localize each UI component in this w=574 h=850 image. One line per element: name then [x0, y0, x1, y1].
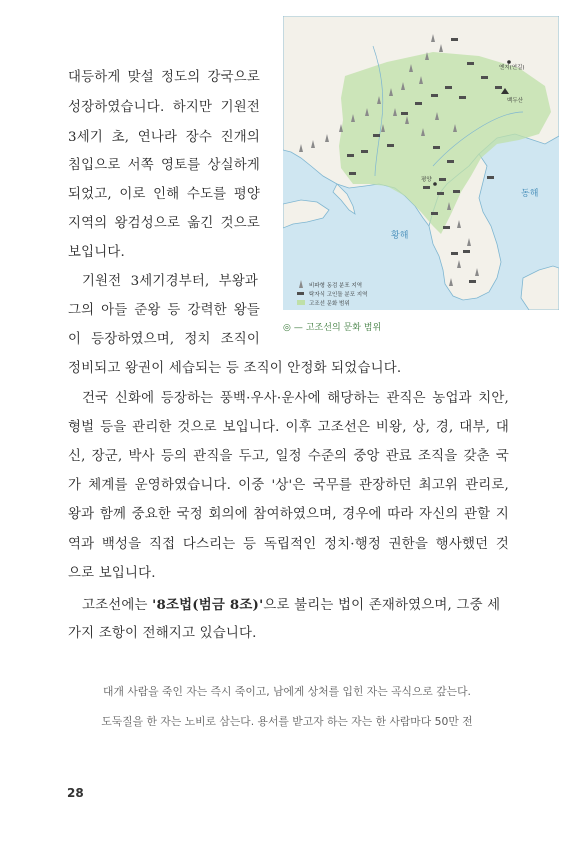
- text-segment: 으로 불리는 법이 존재하였으며, 그중 세: [263, 598, 501, 613]
- legend-zone-label: 고조선 문화 범위: [309, 301, 350, 307]
- dolmen-marker: [459, 96, 466, 99]
- dolmen-marker: [445, 86, 452, 89]
- legend-dolmen-label: 탁자식 고인돌 분포 지역: [309, 292, 368, 298]
- text-line: 기원전 3세기경부터, 부왕과: [82, 274, 258, 289]
- dolmen-marker: [437, 192, 444, 195]
- gojoseon-culture-map: [283, 16, 559, 310]
- dolmen-marker: [467, 62, 474, 65]
- dolmen-marker: [423, 186, 430, 189]
- dolmen-marker: [495, 86, 502, 89]
- text-line: 신, 장군, 박사 등의 관직을 두고, 일정 수준의 중앙 관료 조직을 갖춘 국: [68, 449, 509, 464]
- label-baekdu: 백두산: [507, 98, 523, 104]
- dolmen-marker: [373, 134, 380, 137]
- text-line: 성장하였습니다. 하지만 기원전: [68, 100, 260, 115]
- text-line: 3세기 초, 연나라 장수 진개의: [68, 130, 260, 145]
- dolmen-marker: [349, 172, 356, 175]
- label-yellow-sea: 황해: [391, 231, 409, 241]
- text-line: [82, 595, 500, 616]
- dolmen-marker: [347, 154, 354, 157]
- law-clause: 도둑질을 한 자는 노비로 삼는다. 용서를 받고자 하는 자는 한 사람마다 50만 전: [101, 715, 473, 728]
- text-line: 지역의 왕검성으로 옮긴 것으로: [68, 216, 260, 231]
- dolmen-marker: [401, 112, 408, 115]
- label-pyongyang: 평양: [421, 177, 432, 183]
- dolmen-marker: [453, 190, 460, 193]
- text-line: 가지 조항이 전해지고 있습니다.: [68, 626, 257, 641]
- text-line: 보입니다.: [68, 245, 125, 260]
- pyongyang-dot: [433, 182, 437, 186]
- dolmen-marker: [361, 150, 368, 153]
- text-line: 건국 신화에 등장하는 풍백·우사·운사에 해당하는 관직은 농업과 치안,: [82, 391, 509, 406]
- dolmen-marker: [431, 212, 438, 215]
- dolmen-marker: [447, 160, 454, 163]
- dolmen-marker: [463, 250, 470, 253]
- legend-dolmen-icon: [297, 292, 304, 295]
- dolmen-marker: [487, 176, 494, 179]
- legend-dagger-label: 비파형 동검 분포 지역: [309, 283, 363, 289]
- text-line: 정비되고 왕권이 세습되는 등 조직이 안정화 되었습니다.: [68, 361, 402, 376]
- yanji-dot: [507, 60, 511, 64]
- text-segment: 고조선에는: [82, 598, 153, 613]
- dolmen-marker: [433, 146, 440, 149]
- text-line: 되었고, 이로 인해 수도를 평양: [68, 187, 260, 202]
- map-caption: ◎ — 고조선의 문화 범위: [283, 323, 382, 333]
- caption-text: 고조선의 문화 범위: [305, 323, 382, 333]
- caption-bullet-icon: ◎: [283, 323, 291, 333]
- dolmen-marker: [443, 226, 450, 229]
- label-east-sea: 동해: [521, 189, 539, 199]
- text-line: 으로 보입니다.: [68, 566, 156, 581]
- dolmen-marker: [469, 280, 476, 283]
- page-number: 28: [67, 786, 84, 800]
- text-line: 가 체계를 운영하였습니다. 이중 '상'은 국무를 관장하던 최고위 관리로,: [68, 478, 509, 493]
- dolmen-marker: [439, 178, 446, 181]
- text-line: 침입으로 서쪽 영토를 상실하게: [68, 158, 260, 173]
- legend-zone-icon: [297, 300, 305, 305]
- dolmen-marker: [481, 76, 488, 79]
- text-line: 대등하게 맞설 정도의 강국으로: [68, 70, 260, 85]
- dolmen-marker: [451, 252, 458, 255]
- text-line: 이 등장하였으며, 정치 조직이: [68, 332, 260, 347]
- law-clause: 대개 사람을 죽인 자는 즉시 죽이고, 남에게 상처를 입힌 자는 곡식으로 갚는다.: [103, 685, 471, 698]
- text-line: 형벌 등을 관리한 것으로 보입니다. 이후 고조선은 비왕, 상, 경, 대부, 대: [68, 420, 509, 435]
- dolmen-marker: [387, 144, 394, 147]
- label-yanji: 옌지(연길): [499, 65, 525, 71]
- dolmen-marker: [451, 38, 458, 41]
- text-line: 그의 아들 준왕 등 강력한 왕들: [68, 303, 260, 318]
- law-name: '8조법(범금 8조)': [152, 597, 264, 613]
- dolmen-marker: [415, 102, 422, 105]
- text-line: 왕과 함께 중요한 국정 회의에 참여하였으며, 경우에 따라 자신의 관할 지: [68, 507, 509, 522]
- dolmen-marker: [431, 94, 438, 97]
- text-line: 역과 백성을 직접 다스리는 등 독립적인 정치·행정 권한을 행사했던 것: [68, 537, 509, 552]
